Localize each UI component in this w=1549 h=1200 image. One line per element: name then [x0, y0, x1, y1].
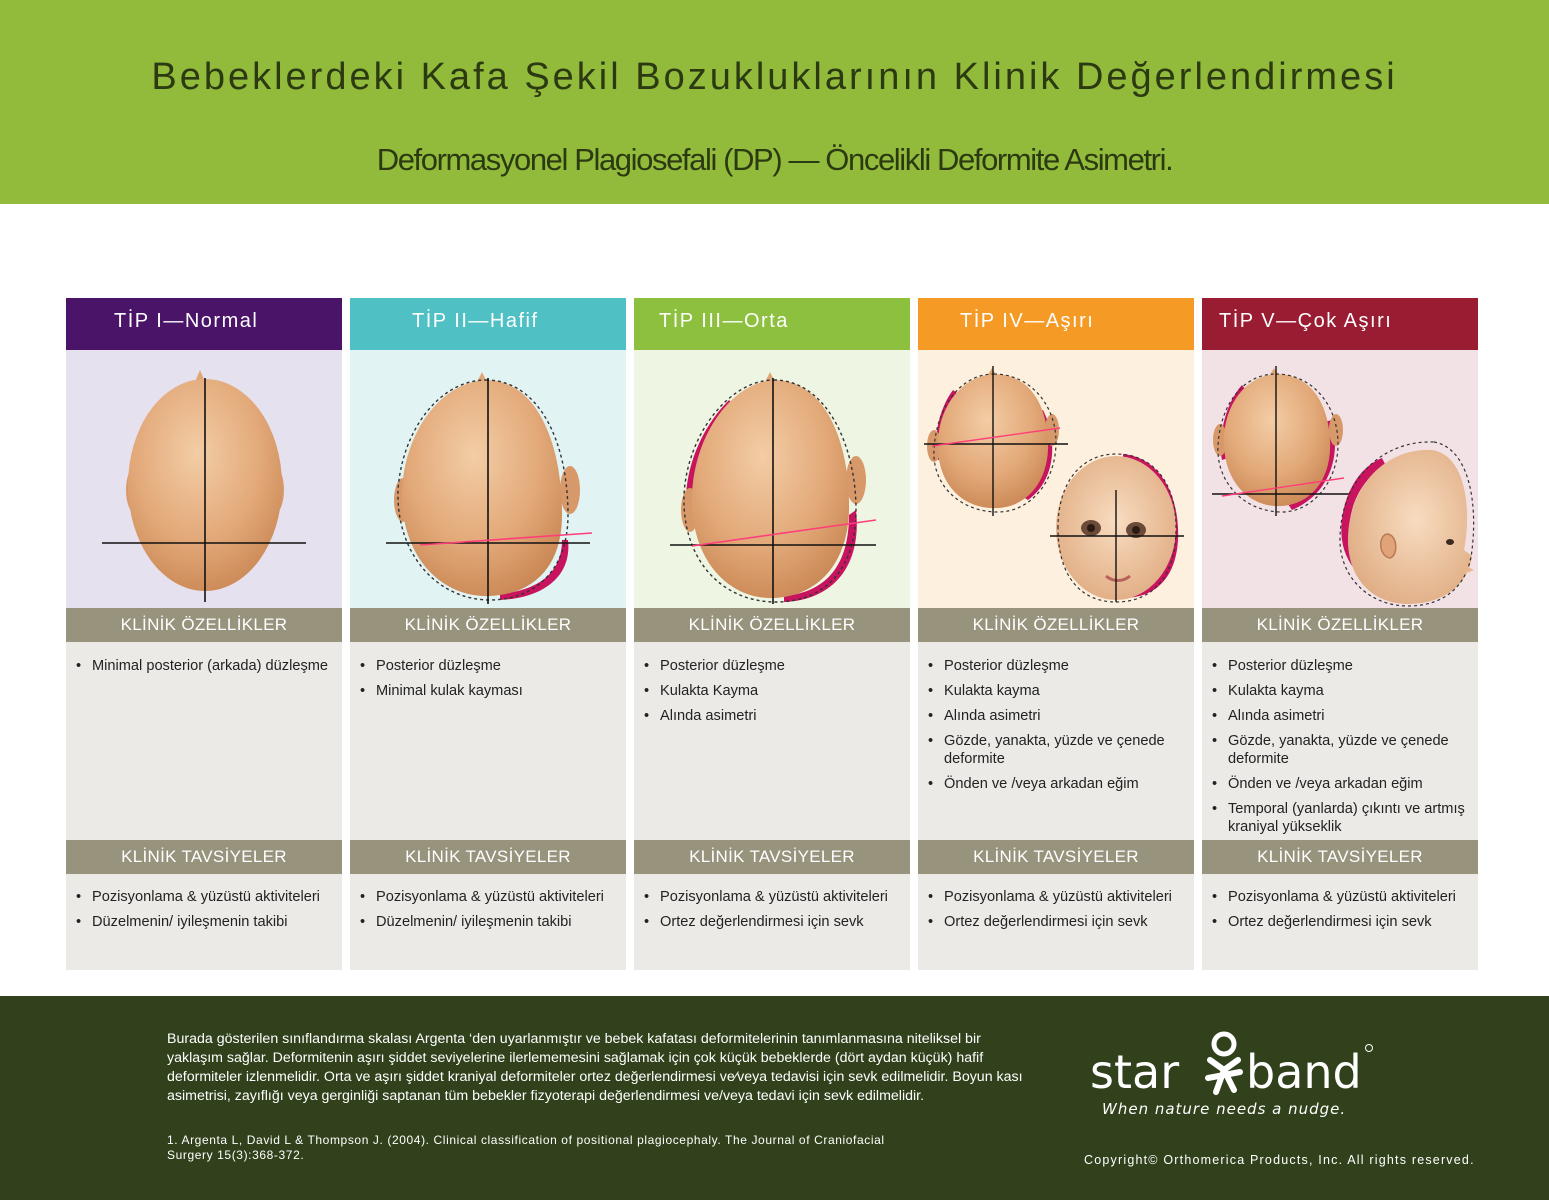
- features-list: [1202, 642, 1478, 840]
- feature-item: • Temporal (yanlarda) çıkıntı ve artmış kraniyal yükseklik: [1228, 800, 1468, 836]
- recommendations-list: [350, 874, 626, 970]
- type-column-1: [66, 298, 342, 970]
- logo-word-band: band: [1246, 1045, 1362, 1099]
- recommendation-item: • Pozisyonlama & yüzüstü aktiviteleri: [660, 888, 900, 906]
- feature-item: • Posterior düzleşme: [376, 657, 616, 675]
- recommendations-heading: KLİNİK TAVSİYELER: [350, 840, 626, 874]
- recommendations-heading: KLİNİK TAVSİYELER: [918, 840, 1194, 874]
- type-title: TİP I—Normal: [114, 310, 259, 332]
- head-illustration: [918, 350, 1194, 608]
- features-heading: KLİNİK ÖZELLİKLER: [634, 608, 910, 642]
- recommendation-item: • Düzelmenin/ iyileşmenin takibi: [376, 913, 616, 931]
- header-banner: [0, 0, 1549, 204]
- feature-item: • Gözde, yanakta, yüzde ve çenede deformite: [944, 732, 1184, 768]
- recommendations-heading: KLİNİK TAVSİYELER: [66, 840, 342, 874]
- type-header: [66, 298, 342, 350]
- feature-item: • Posterior düzleşme: [944, 657, 1184, 675]
- feature-item: • Posterior düzleşme: [660, 657, 900, 675]
- features-heading: KLİNİK ÖZELLİKLER: [350, 608, 626, 642]
- page-subtitle: Deformasyonel Plagiosefali (DP) — Öncelikli Deformite Asimetri.: [376, 142, 1173, 177]
- feature-item: • Kulakta kayma: [1228, 682, 1468, 700]
- feature-item: • Alında asimetri: [1228, 707, 1468, 725]
- head-illustration: [66, 350, 342, 608]
- recommendation-item: • Ortez değerlendirmesi için sevk: [660, 913, 900, 931]
- feature-item: • Önden ve /veya arkadan eğim: [1228, 775, 1468, 793]
- type-column-2: [350, 298, 626, 970]
- recommendations-list: [634, 874, 910, 970]
- logo-tagline: When nature needs a nudge.: [1102, 1100, 1347, 1118]
- recommendation-item: • Ortez değerlendirmesi için sevk: [1228, 913, 1468, 931]
- features-list: [350, 642, 626, 840]
- recommendation-item: • Pozisyonlama & yüzüstü aktiviteleri: [92, 888, 332, 906]
- features-list: [634, 642, 910, 840]
- type-column-5: [1202, 298, 1478, 970]
- type-title: TİP V—Çok Aşırı: [1219, 310, 1393, 332]
- feature-item: • Minimal kulak kayması: [376, 682, 616, 700]
- type-header: [918, 298, 1194, 350]
- recommendations-heading: KLİNİK TAVSİYELER: [634, 840, 910, 874]
- recommendations-heading: KLİNİK TAVSİYELER: [1202, 840, 1478, 874]
- type-column-3: [634, 298, 910, 970]
- features-heading: KLİNİK ÖZELLİKLER: [66, 608, 342, 642]
- recommendations-list: [1202, 874, 1478, 970]
- feature-item: • Kulakta kayma: [944, 682, 1184, 700]
- features-heading: KLİNİK ÖZELLİKLER: [1202, 608, 1478, 642]
- recommendations-list: [66, 874, 342, 970]
- head-illustration: [350, 350, 626, 608]
- type-header: [350, 298, 626, 350]
- footer-reference: 1. Argenta L, David L & Thompson J. (2004). Clinical classification of positional plagiocephaly. The Journal of Craniofacial Surgery 15(3):368-372.: [167, 1133, 885, 1162]
- feature-item: • Gözde, yanakta, yüzde ve çenede deformite: [1228, 732, 1468, 768]
- features-list: [918, 642, 1194, 840]
- features-heading: KLİNİK ÖZELLİKLER: [918, 608, 1194, 642]
- feature-item: • Önden ve /veya arkadan eğim: [944, 775, 1184, 793]
- head-illustration: [634, 350, 910, 608]
- recommendation-item: • Pozisyonlama & yüzüstü aktiviteleri: [1228, 888, 1468, 906]
- type-title: TİP III—Orta: [659, 310, 789, 332]
- recommendations-list: [918, 874, 1194, 970]
- type-column-4: [918, 298, 1194, 970]
- recommendation-item: • Pozisyonlama & yüzüstü aktiviteleri: [944, 888, 1184, 906]
- head-illustration: [1202, 350, 1478, 608]
- footer-description: Burada gösterilen sınıflandırma skalası Argenta ‘den uyarlanmıştır ve bebek kafatası deformitelerinin tanımlanmasına niteliksel bir yaklaşım sağlar. Deformitenin aşırı şiddet seviyelerine ilerlememesini sağlamak için çok küçük bebeklerde (dört aydan küçük) hafif deformiteler izlenmelidir. Orta ve aşırı şiddet kraniyal deformiteler ortez değerlendirmesi ve⁄veya tedavisi için sevk edilmelidir. Boyun kası asimetrisi, zayıflığı veya gerginliği saptanan tüm bebekler fizyoterapi değerlendirmesi ve/veya tedavi için sevk edilmelidir.: [167, 1031, 1023, 1104]
- recommendation-item: • Ortez değerlendirmesi için sevk: [944, 913, 1184, 931]
- copyright-notice: Copyright© Orthomerica Products, Inc. All rights reserved.: [1084, 1153, 1475, 1167]
- logo-word-star: star: [1090, 1045, 1180, 1099]
- recommendation-item: • Düzelmenin/ iyileşmenin takibi: [92, 913, 332, 931]
- page-title: Bebeklerdeki Kafa Şekil Bozukluklarının Klinik Değerlendirmesi: [151, 56, 1398, 98]
- type-title: TİP II—Hafif: [412, 310, 539, 332]
- recommendation-item: • Pozisyonlama & yüzüstü aktiviteleri: [376, 888, 616, 906]
- type-header: [1202, 298, 1478, 350]
- features-list: [66, 642, 342, 840]
- feature-item: • Minimal posterior (arkada) düzleşme: [92, 657, 332, 675]
- feature-item: • Alında asimetri: [944, 707, 1184, 725]
- type-header: [634, 298, 910, 350]
- star-figure-icon: [1208, 1034, 1240, 1092]
- type-title: TİP IV—Aşırı: [960, 310, 1095, 332]
- footer: [0, 996, 1549, 1200]
- feature-item: • Kulakta Kayma: [660, 682, 900, 700]
- feature-item: • Alında asimetri: [660, 707, 900, 725]
- feature-item: • Posterior düzleşme: [1228, 657, 1468, 675]
